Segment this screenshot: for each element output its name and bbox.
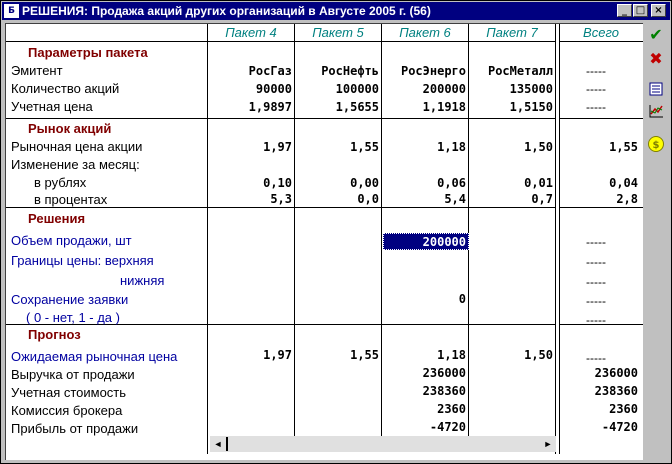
cell[interactable]: 90000 bbox=[255, 82, 292, 96]
cell[interactable]: 0,0 bbox=[357, 192, 379, 206]
cell[interactable]: 1,18 bbox=[437, 140, 466, 154]
row-label: Сохранение заявки bbox=[11, 292, 129, 307]
scroll-left-icon[interactable]: ◄ bbox=[213, 439, 223, 449]
cell[interactable]: 0 bbox=[458, 292, 466, 306]
cell[interactable]: РосМеталл bbox=[487, 64, 553, 78]
scroll-thumb[interactable] bbox=[226, 437, 228, 451]
horizontal-scrollbar[interactable] bbox=[210, 436, 556, 452]
grid-line bbox=[559, 24, 560, 454]
row-label: Рыночная цена акции bbox=[11, 139, 143, 154]
row-label: Учетная цена bbox=[11, 99, 93, 114]
cell[interactable]: 100000 bbox=[335, 82, 379, 96]
grid-line bbox=[381, 24, 382, 436]
cell[interactable]: 0,7 bbox=[531, 192, 553, 206]
cell[interactable]: РосГаз bbox=[248, 64, 292, 78]
cell[interactable]: 1,50 bbox=[524, 140, 553, 154]
cell[interactable]: 135000 bbox=[509, 82, 553, 96]
cell: 236000 bbox=[422, 366, 466, 380]
cell[interactable]: 1,55 bbox=[350, 348, 379, 362]
cell[interactable]: 1,50 bbox=[524, 348, 553, 362]
app-icon[interactable]: Б bbox=[4, 4, 19, 18]
cell[interactable]: 1,55 bbox=[350, 140, 379, 154]
row-label: Выручка от продажи bbox=[11, 367, 135, 382]
row-label: в рублях bbox=[34, 175, 87, 190]
column-header: Пакет 5 bbox=[312, 25, 364, 40]
cell[interactable]: 1,5150 bbox=[509, 100, 553, 114]
cell: 238360 bbox=[422, 384, 466, 398]
decisions-grid bbox=[5, 23, 643, 460]
sale-volume-input[interactable]: 200000 bbox=[383, 233, 469, 250]
svg-text:$: $ bbox=[652, 140, 660, 151]
coin-icon[interactable] bbox=[646, 135, 666, 155]
grid-line bbox=[207, 24, 208, 454]
row-label: ( 0 - нет, 1 - да ) bbox=[26, 310, 120, 325]
column-header: Пакет 4 bbox=[225, 25, 277, 40]
cell: 2360 bbox=[437, 402, 466, 416]
cell[interactable]: 1,18 bbox=[437, 348, 466, 362]
cell[interactable]: 1,97 bbox=[263, 140, 292, 154]
cell[interactable]: 5,4 bbox=[444, 192, 466, 206]
grid-line bbox=[468, 24, 469, 436]
column-header: Всего bbox=[583, 25, 619, 40]
cell[interactable]: 0,01 bbox=[524, 176, 553, 190]
grid-line bbox=[6, 41, 556, 42]
grid-line bbox=[559, 118, 643, 119]
row-label: Комиссия брокера bbox=[11, 403, 123, 418]
cell[interactable]: 1,97 bbox=[263, 348, 292, 362]
window-title: РЕШЕНИЯ: Продажа акций других организаций в Августе 2005 г. (56) bbox=[22, 4, 431, 18]
row-label: Прибыль от продажи bbox=[11, 421, 139, 436]
title-bar[interactable] bbox=[2, 2, 670, 20]
total-cell: ----- bbox=[586, 235, 606, 249]
row-label: Объем продажи, шт bbox=[11, 233, 132, 248]
row-label: Эмитент bbox=[11, 63, 63, 78]
chart-icon[interactable] bbox=[646, 103, 666, 123]
row-label: Ожидаемая рыночная цена bbox=[11, 349, 178, 364]
cell: -4720 bbox=[429, 420, 466, 434]
grid-line bbox=[559, 207, 643, 208]
document-icon[interactable] bbox=[646, 81, 666, 101]
cell[interactable]: 0,06 bbox=[437, 176, 466, 190]
section-title: Рынок акций bbox=[28, 121, 112, 136]
total-cell: ----- bbox=[586, 82, 606, 96]
total-cell: ----- bbox=[586, 64, 606, 78]
cell[interactable]: РосНефть bbox=[321, 64, 379, 78]
total-cell: 236000 bbox=[594, 366, 638, 380]
total-cell: 1,55 bbox=[609, 140, 638, 154]
cell[interactable]: 1,1918 bbox=[422, 100, 466, 114]
ok-icon[interactable]: ✔ bbox=[649, 25, 663, 44]
row-label: Изменение за месяц: bbox=[11, 157, 140, 172]
section-title: Решения bbox=[28, 211, 86, 226]
grid-line bbox=[294, 24, 295, 436]
cell[interactable]: 1,9897 bbox=[248, 100, 292, 114]
cancel-icon[interactable]: ✖ bbox=[649, 49, 663, 68]
maximize-button[interactable]: □ bbox=[633, 4, 648, 17]
total-cell: 0,04 bbox=[609, 176, 638, 190]
cell[interactable]: 5,3 bbox=[270, 192, 292, 206]
total-cell: ----- bbox=[586, 351, 606, 365]
total-cell: 238360 bbox=[594, 384, 638, 398]
cell[interactable]: 0,00 bbox=[350, 176, 379, 190]
scroll-right-icon[interactable]: ► bbox=[543, 439, 553, 449]
cell[interactable]: 200000 bbox=[422, 82, 466, 96]
total-cell: ----- bbox=[586, 100, 606, 114]
section-title: Параметры пакета bbox=[28, 45, 148, 60]
cell[interactable]: 0,10 bbox=[263, 176, 292, 190]
section-title: Прогноз bbox=[28, 327, 81, 342]
column-header: Пакет 6 bbox=[399, 25, 451, 40]
row-label: нижняя bbox=[120, 273, 165, 288]
grid-line bbox=[559, 41, 643, 42]
total-cell: ----- bbox=[586, 255, 606, 269]
close-button[interactable]: × bbox=[651, 4, 666, 17]
total-cell: -4720 bbox=[601, 420, 638, 434]
grid-line bbox=[6, 118, 556, 119]
cell[interactable]: 1,5655 bbox=[335, 100, 379, 114]
total-cell: 2,8 bbox=[616, 192, 638, 206]
total-cell: ----- bbox=[586, 275, 606, 289]
cell[interactable]: РосЭнерго bbox=[400, 64, 466, 78]
grid-line bbox=[555, 24, 556, 454]
row-label: Учетная стоимость bbox=[11, 385, 127, 400]
total-cell: ----- bbox=[586, 294, 606, 308]
total-cell: ----- bbox=[586, 313, 606, 327]
row-label: Количество акций bbox=[11, 81, 120, 96]
column-header: Пакет 7 bbox=[486, 25, 538, 40]
row-label: Границы цены: верхняя bbox=[11, 253, 154, 268]
minimize-button[interactable]: _ bbox=[617, 4, 632, 17]
total-cell: 2360 bbox=[609, 402, 638, 416]
row-label: в процентах bbox=[34, 192, 108, 207]
